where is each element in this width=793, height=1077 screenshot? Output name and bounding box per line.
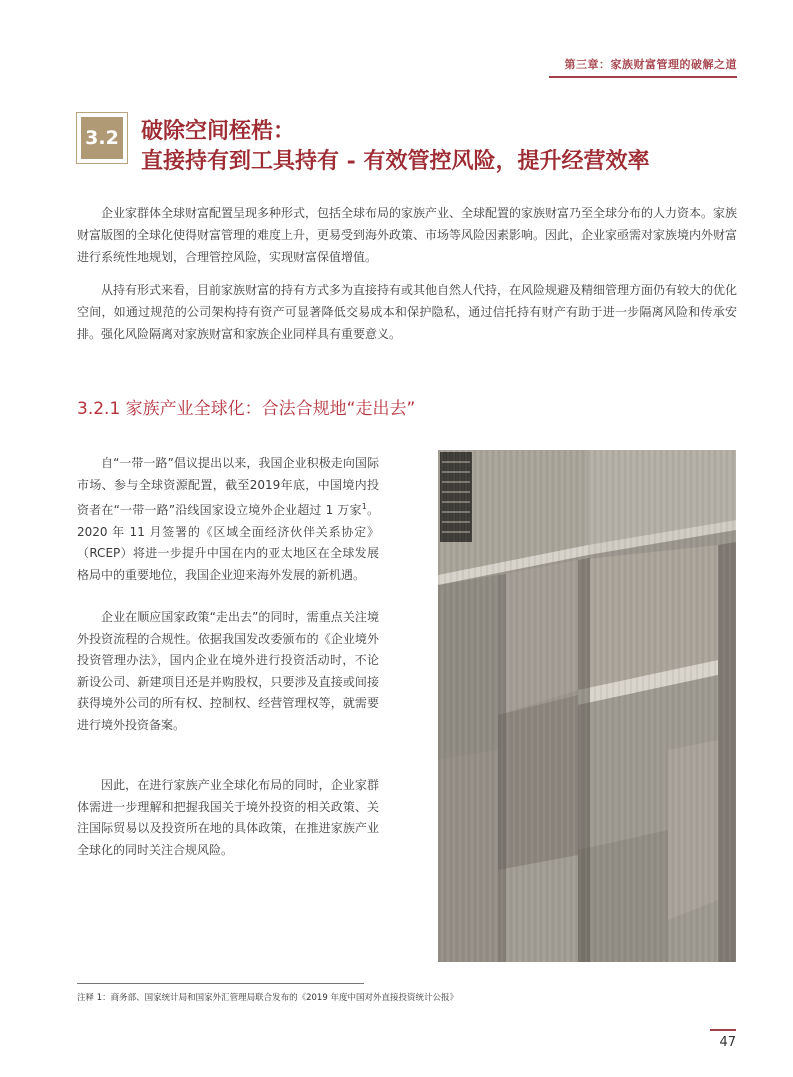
section-title-line2: 直接持有到工具持有 - 有效管控风险，提升经营效率 xyxy=(141,148,650,174)
intro-paragraph-2: 从持有形式来看，目前家族财富的持有方式多为直接持有或其他自然人代持，在风险规避及精细管理方面仍有较大的优化空间，如通过规范的公司架构持有资产可显著降低交易成本和保护隐私，通过信托持有财产有助于进一步隔离风险和传承安排。强化风险隔离对家族财富和家族企业同样具有重要意义。 xyxy=(77,283,738,341)
chapter-label: 第三章：家族财富管理的破解之道 xyxy=(564,58,737,71)
body-paragraph-1-text-a: 自“一带一路”倡议提出以来，我国企业积极走向国际市场、参与全球资源配置，截至2019年底，中国境内投资者在“一带一路”沿线国家设立境外企业超过 1 万家 xyxy=(77,456,379,517)
subsection-title: 3.2.1 家族产业全球化：合法合规地“走出去” xyxy=(77,399,416,419)
footnote-divider xyxy=(77,983,364,984)
body-paragraph-3: 因此，在进行家族产业全球化布局的同时，企业家群体需进一步理解和把握我国关于境外投资的相关政策、关注国际贸易以及投资所在地的具体政策，在推进家族产业全球化的同时关注合规风险。 xyxy=(77,778,379,857)
section-title-line1: 破除空间桎梏： xyxy=(141,118,296,144)
footnote-ref[interactable]: 1 xyxy=(361,502,367,511)
chapter-divider xyxy=(549,76,737,78)
body-paragraph-2: 企业在顺应国家政策“走出去”的同时，需重点关注境外投资流程的合规性。依据我国发改委颁布的《企业境外投资管理办法》，国内企业在境外进行投资活动时，不论新设公司、新建项目还是并购股权，只要涉及直接或间接获得境外公司的所有权、控制权、经营管理权等，就需要进行境外投资备案。 xyxy=(77,610,379,732)
body-paragraph-1 xyxy=(77,453,379,586)
concrete-wall-photo xyxy=(438,450,736,962)
section-number-badge xyxy=(76,112,128,164)
section-number: 3.2 xyxy=(81,117,123,159)
body-paragraph-1-text-b: 。2020 年 11 月签署的《区域全面经济伙伴关系协定》（RCEP）将进一步提升中国在内的亚太地区在全球发展格局中的重要地位，我国企业迎来海外发展的新机遇。 xyxy=(77,503,379,582)
intro-paragraph-1: 企业家群体全球财富配置呈现多种形式，包括全球布局的家族产业、全球配置的家族财富乃至全球分布的人力资本。家族财富版图的全球化使得财富管理的难度上升，更易受到海外政策、市场等风险因素影响。因此，企业家亟需对家族境内外财富进行系统性地规划，合理管控风险，实现财富保值增值。 xyxy=(77,206,738,264)
page-number: 47 xyxy=(719,1035,736,1050)
page-number-rule xyxy=(710,1029,736,1031)
footnote: 注释 1：商务部、国家统计局和国家外汇管理局联合发布的《2019 年度中国对外直接投资统计公报》 xyxy=(77,993,458,1003)
